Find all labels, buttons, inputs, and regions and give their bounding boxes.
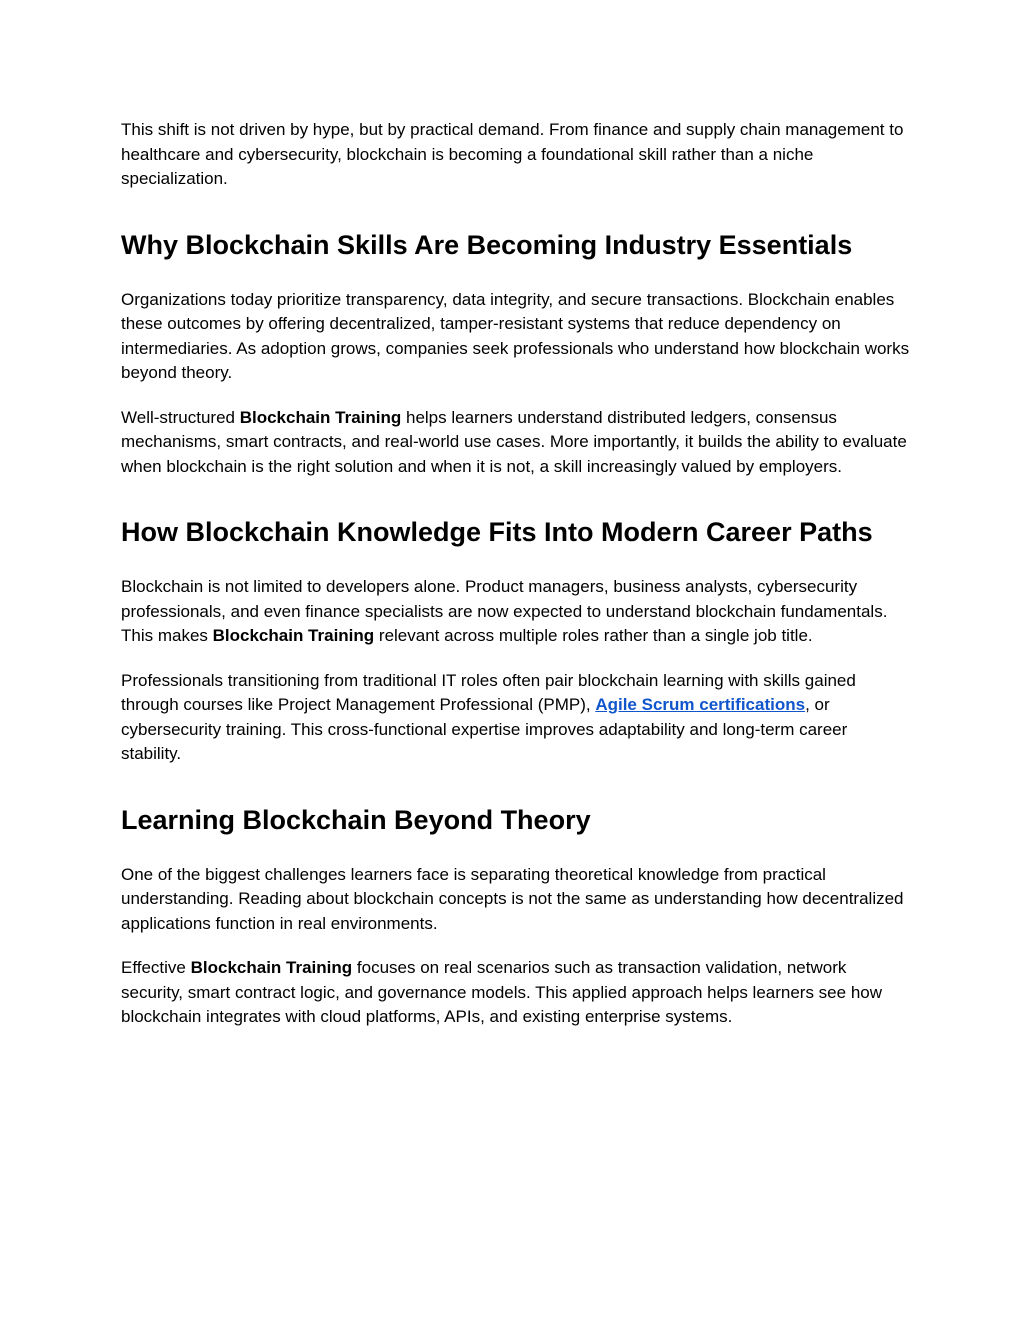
intro-paragraph: [121, 118, 911, 192]
text-segment: , or cybersecurity training. This cross-functional expertise improves adaptability and long-term career stability.: [121, 695, 848, 763]
section-heading-career-paths: How Blockchain Knowledge Fits Into Modern Career Paths: [121, 517, 873, 547]
text-segment: Effective: [121, 958, 191, 977]
document-page: [121, 118, 911, 1050]
paragraph-organizations-text: Organizations today prioritize transparency, data integrity, and secure transactions. Blockchain enables these outcomes by offering decentralized, tamper-resistant systems that reduce dependency on intermediaries. As adoption grows, companies seek professionals who understand how blockchain works beyond theory.: [121, 289, 910, 382]
paragraph-well-structured: [121, 406, 911, 480]
paragraph-not-limited: [121, 575, 911, 649]
paragraph-biggest-challenges: [121, 863, 911, 937]
paragraph-effective-training: [121, 956, 911, 1030]
bold-term-blockchain-training: Blockchain Training: [190, 958, 353, 977]
intro-text: This shift is not driven by hype, but by practical demand. From finance and supply chain management to healthcare and cybersecurity, blockchain is becoming a foundational skill rather than a niche specialization.: [121, 120, 904, 188]
bold-term-blockchain-training: Blockchain Training: [239, 407, 402, 427]
paragraph-organizations: [121, 288, 911, 386]
text-segment: Professionals transitioning from traditional IT roles often pair blockchain learning with skills gained through courses like Project Management Professional (PMP),: [121, 670, 856, 714]
section-heading-industry-essentials: Why Blockchain Skills Are Becoming Industry Essentials: [121, 229, 853, 260]
text-segment: relevant across multiple roles rather than a single job title.: [374, 626, 813, 645]
paragraph-biggest-challenges-text: One of the biggest challenges learners face is separating theoretical knowledge from practical understanding. Reading about blockchain concepts is not the same as understanding how decentralized applications function in real environments.: [121, 864, 904, 933]
bold-term-blockchain-training: Blockchain Training: [212, 626, 375, 645]
agile-scrum-link[interactable]: Agile Scrum certifications: [595, 695, 806, 714]
text-segment: focuses on real scenarios such as transaction validation, network security, smart contract logic, and governance models. This applied approach helps learners see how blockchain integrates with cloud platforms, APIs, and existing enterprise systems.: [121, 958, 882, 1026]
section-heading-beyond-theory: Learning Blockchain Beyond Theory: [121, 804, 591, 835]
text-segment: helps learners understand distributed ledgers, consensus mechanisms, smart contracts, and real-world use cases. More importantly, it builds the ability to evaluate when blockchain is the right solution and when it is not, a skill increasingly valued by employers.: [121, 407, 907, 476]
text-segment: Blockchain is not limited to developers alone. Product managers, business analysts, cybersecurity professionals, and even finance specialists are now expected to understand blockchain fundamentals. This makes: [121, 577, 888, 645]
text-segment: Well-structured: [121, 407, 240, 427]
paragraph-professionals-transitioning: [121, 669, 911, 767]
